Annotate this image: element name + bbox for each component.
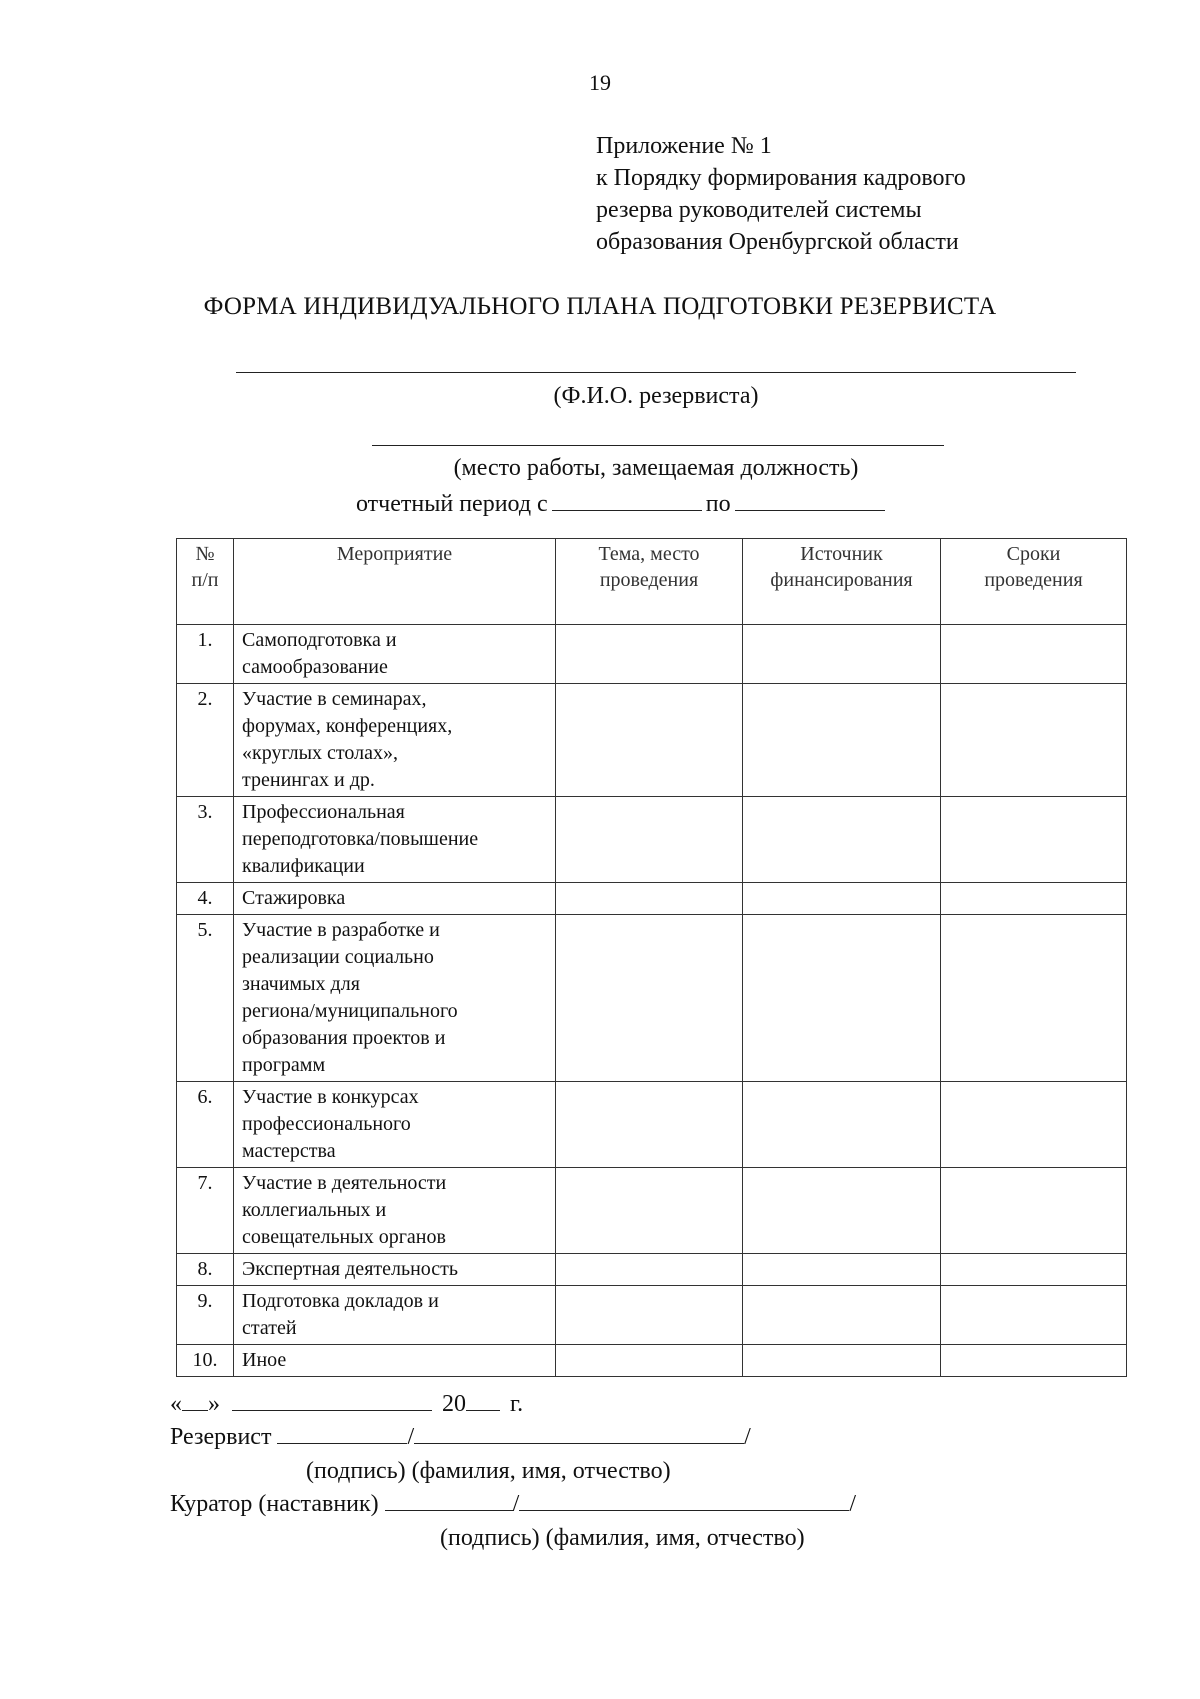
row-dates-cell <box>941 915 1127 1082</box>
row-topic-cell <box>556 625 743 684</box>
header-funding-source: Источник финансирования <box>743 539 941 625</box>
table-row <box>177 1168 1127 1254</box>
row-number: 8. <box>177 1254 234 1286</box>
table-row <box>177 684 1127 797</box>
month-blank <box>232 1390 432 1411</box>
row-topic-cell <box>556 1254 743 1286</box>
period-from-blank <box>552 490 702 511</box>
curator-label: Куратор (наставник) <box>170 1491 379 1517</box>
form-title: ФОРМА ИНДИВИДУАЛЬНОГО ПЛАНА ПОДГОТОВКИ РЕЗЕРВИСТА <box>203 293 997 320</box>
row-number: 6. <box>177 1082 234 1168</box>
row-topic-cell <box>556 1286 743 1345</box>
row-number: 1. <box>177 625 234 684</box>
row-topic-cell <box>556 1082 743 1168</box>
reservist-label: Резервист <box>170 1424 272 1450</box>
row-dates-cell <box>941 1254 1127 1286</box>
row-number: 2. <box>177 684 234 797</box>
header-number: № п/п <box>177 539 234 625</box>
row-dates-cell <box>941 684 1127 797</box>
row-funding-cell <box>743 684 941 797</box>
table-header-row <box>177 539 1127 625</box>
row-dates-cell <box>941 1168 1127 1254</box>
row-funding-cell <box>743 625 941 684</box>
row-topic-cell <box>556 883 743 915</box>
row-activity: Профессиональная переподготовка/повышение квалификации <box>234 797 556 883</box>
period-to-blank <box>735 490 885 511</box>
reservist-name-blank <box>414 1423 744 1444</box>
page-number: 19 <box>589 70 611 95</box>
row-dates-cell <box>941 1082 1127 1168</box>
table-row <box>177 883 1127 915</box>
row-funding-cell <box>743 1168 941 1254</box>
row-dates-cell <box>941 625 1127 684</box>
header-dates: Сроки проведения <box>941 539 1127 625</box>
table-row <box>177 625 1127 684</box>
row-activity: Иное <box>234 1345 556 1377</box>
curator-signature-blank <box>385 1490 513 1511</box>
curator-signature-line: Куратор (наставник) / / <box>170 1491 856 1517</box>
curator-name-blank <box>519 1490 849 1511</box>
reservist-signature-line: Резервист / / <box>170 1424 751 1450</box>
row-activity: Экспертная деятельность <box>234 1254 556 1286</box>
row-number: 10. <box>177 1345 234 1377</box>
row-dates-cell <box>941 797 1127 883</box>
row-funding-cell <box>743 1286 941 1345</box>
row-activity: Стажировка <box>234 883 556 915</box>
row-number: 3. <box>177 797 234 883</box>
table-row <box>177 1254 1127 1286</box>
table-row <box>177 915 1127 1082</box>
header-activity: Мероприятие <box>234 539 556 625</box>
reservist-signature-blank <box>277 1423 407 1444</box>
appendix-reference <box>596 130 966 258</box>
header-topic: Тема, место проведения <box>556 539 743 625</box>
row-number: 4. <box>177 883 234 915</box>
reservist-sign-caption: (подпись) (фамилия, имя, отчество) <box>306 1458 671 1484</box>
workplace-caption: (место работы, замещаемая должность) <box>453 455 859 481</box>
appendix-line: резерва руководителей системы <box>596 197 922 223</box>
row-activity: Самоподготовка и самообразование <box>234 625 556 684</box>
fio-caption: (Ф.И.О. резервиста) <box>553 383 759 409</box>
row-number: 7. <box>177 1168 234 1254</box>
period-to-label: по <box>705 491 731 517</box>
row-activity: Подготовка докладов и статей <box>234 1286 556 1345</box>
table-row <box>177 797 1127 883</box>
fio-line <box>236 372 1076 373</box>
row-topic-cell <box>556 1345 743 1377</box>
row-funding-cell <box>743 1254 941 1286</box>
row-dates-cell <box>941 1345 1127 1377</box>
year-blank <box>466 1390 500 1411</box>
period-from-label: отчетный период с <box>356 491 548 517</box>
row-activity: Участие в семинарах, форумах, конференциях, «круглых столах», тренингах и др. <box>234 684 556 797</box>
appendix-line: к Порядку формирования кадрового <box>596 165 966 191</box>
row-funding-cell <box>743 1082 941 1168</box>
reporting-period <box>356 490 889 518</box>
row-activity: Участие в разработке и реализации социально значимых для региона/муниципального образования проектов и программ <box>234 915 556 1082</box>
row-dates-cell <box>941 883 1127 915</box>
training-plan-table <box>176 538 1127 1377</box>
appendix-line: образования Оренбургской области <box>596 229 959 255</box>
row-number: 9. <box>177 1286 234 1345</box>
row-number: 5. <box>177 915 234 1082</box>
date-line: « » 20 г. <box>170 1391 524 1417</box>
row-topic-cell <box>556 915 743 1082</box>
row-dates-cell <box>941 1286 1127 1345</box>
row-activity: Участие в конкурсах профессионального мастерства <box>234 1082 556 1168</box>
row-funding-cell <box>743 797 941 883</box>
row-topic-cell <box>556 1168 743 1254</box>
row-topic-cell <box>556 684 743 797</box>
day-blank <box>182 1390 208 1411</box>
table-row <box>177 1082 1127 1168</box>
row-topic-cell <box>556 797 743 883</box>
table-row <box>177 1345 1127 1377</box>
table-row <box>177 1286 1127 1345</box>
workplace-line <box>372 445 944 446</box>
appendix-line: Приложение № 1 <box>596 133 772 159</box>
row-funding-cell <box>743 915 941 1082</box>
row-funding-cell <box>743 883 941 915</box>
row-activity: Участие в деятельности коллегиальных и совещательных органов <box>234 1168 556 1254</box>
curator-sign-caption: (подпись) (фамилия, имя, отчество) <box>440 1525 805 1551</box>
row-funding-cell <box>743 1345 941 1377</box>
